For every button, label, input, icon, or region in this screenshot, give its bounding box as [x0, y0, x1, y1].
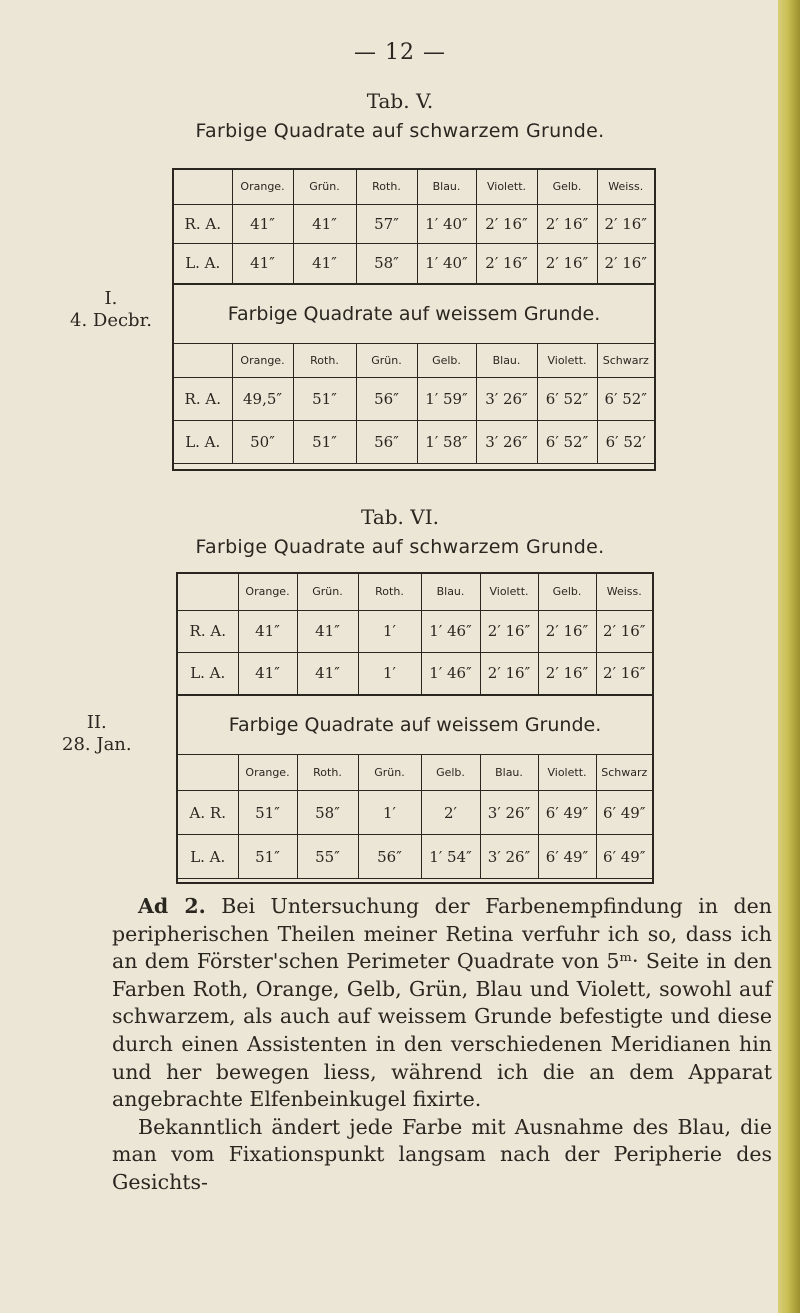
cell: 1′ 46″	[421, 652, 480, 694]
cell: 1′	[358, 791, 421, 835]
cell: 1′ 40″	[417, 204, 476, 243]
table-v-label: Tab. V.	[366, 89, 434, 113]
cell: 49,5″	[232, 378, 293, 421]
cell: 41″	[238, 610, 297, 652]
table-vi-side-number: II.	[86, 712, 107, 733]
cell: 41″	[232, 204, 293, 243]
table-vi-white	[178, 755, 652, 880]
cell: 58″	[297, 791, 358, 835]
cell: 51″	[238, 791, 297, 835]
table-v-white-title: Farbige Quadrate auf weissem Grunde.	[174, 284, 654, 344]
column-header: Violett.	[538, 755, 596, 791]
cell: 41″	[232, 243, 293, 283]
cell: 6′ 49″	[596, 835, 652, 879]
paragraph	[112, 1114, 772, 1197]
table-vi-white-title: Farbige Quadrate auf weissem Grunde.	[178, 695, 652, 755]
cell: 1′ 40″	[417, 243, 476, 283]
column-header: Gelb.	[417, 344, 476, 378]
table-vi-side-date: 28. Jan.	[62, 734, 132, 755]
cell: 41″	[238, 652, 297, 694]
column-header: Grün.	[297, 574, 358, 610]
cell: 1′	[358, 610, 421, 652]
column-header: Gelb.	[538, 574, 596, 610]
table-row	[178, 652, 652, 694]
table-vi-black	[178, 574, 652, 695]
cell: 2′ 16″	[597, 243, 654, 283]
column-header: Roth.	[297, 755, 358, 791]
column-header: Orange.	[232, 344, 293, 378]
row-label: L. A.	[178, 652, 238, 694]
column-header: Violett.	[476, 170, 537, 204]
table-row	[174, 243, 654, 283]
column-header: Blau.	[480, 755, 538, 791]
column-header: Gelb.	[537, 170, 597, 204]
corner-cell	[178, 755, 238, 791]
paragraph	[112, 893, 772, 1114]
table-row	[178, 835, 652, 879]
cell: 3′ 26″	[480, 791, 538, 835]
table-row	[178, 610, 652, 652]
cell: 56″	[356, 421, 417, 464]
cell: 2′ 16″	[537, 243, 597, 283]
column-header: Orange.	[238, 574, 297, 610]
table-row	[174, 421, 654, 464]
cell: 51″	[293, 378, 356, 421]
cell: 6′ 52″	[537, 421, 597, 464]
corner-cell	[174, 344, 232, 378]
cell: 51″	[238, 835, 297, 879]
cell: 6′ 52′	[597, 421, 654, 464]
column-header: Schwarz	[596, 755, 652, 791]
cell: 1′ 58″	[417, 421, 476, 464]
cell: 2′ 16″	[596, 652, 652, 694]
cell: 1′	[358, 652, 421, 694]
paragraph-lead: Ad 2.	[138, 894, 206, 918]
column-header: Weiss.	[597, 170, 654, 204]
cell: 6′ 49″	[538, 791, 596, 835]
table-v-side-date: 4. Decbr.	[70, 310, 152, 331]
cell: 55″	[297, 835, 358, 879]
column-header: Violett.	[480, 574, 538, 610]
cell: 3′ 26″	[476, 378, 537, 421]
row-label: R. A.	[174, 378, 232, 421]
table-vi-side-label	[62, 712, 132, 756]
cell: 56″	[358, 835, 421, 879]
cell: 2′ 16″	[596, 610, 652, 652]
cell: 51″	[293, 421, 356, 464]
cell: 50″	[232, 421, 293, 464]
column-header: Blau.	[421, 574, 480, 610]
page-edge	[778, 0, 800, 1313]
cell: 3′ 26″	[480, 835, 538, 879]
row-label: L. A.	[174, 243, 232, 283]
column-header: Roth.	[293, 344, 356, 378]
column-header: Orange.	[232, 170, 293, 204]
row-label: L. A.	[174, 421, 232, 464]
table-v-white-header	[174, 344, 654, 378]
row-label: L. A.	[178, 835, 238, 879]
cell: 2′ 16″	[597, 204, 654, 243]
cell: 2′ 16″	[480, 652, 538, 694]
row-label: R. A.	[174, 204, 232, 243]
corner-cell	[178, 574, 238, 610]
column-header: Blau.	[476, 344, 537, 378]
paragraph-text: Bei Untersuchung der Farbenempfindung in den peripherischen Theilen meiner Retina verfuhr ich so, dass ich an dem Förster'schen Perimeter Quadrate von 5ᵐ· Seite in den Farben Roth, Orange, Gelb, Grün, Blau und Violett, sowohl auf schwarzem, als auch auf weissem Grunde befestigte und diese durch einen Assistenten in den verschiedenen Meridianen hin und her bewegen liess, während ich die an dem Apparat angebrachte Elfenbeinkugel fixirte.	[112, 894, 772, 1112]
cell: 1′ 54″	[421, 835, 480, 879]
column-header: Blau.	[417, 170, 476, 204]
page-number: — 12 —	[354, 40, 446, 65]
cell: 41″	[297, 652, 358, 694]
cell: 2′ 16″	[480, 610, 538, 652]
table-v	[172, 168, 656, 471]
column-header: Weiss.	[596, 574, 652, 610]
cell: 6′ 52″	[537, 378, 597, 421]
corner-cell	[174, 170, 232, 204]
cell: 2′ 16″	[476, 243, 537, 283]
table-vi-title: Farbige Quadrate auf schwarzem Grunde.	[195, 536, 605, 558]
column-header: Gelb.	[421, 755, 480, 791]
cell: 2′	[421, 791, 480, 835]
column-header: Orange.	[238, 755, 297, 791]
table-v-title: Farbige Quadrate auf schwarzem Grunde.	[195, 120, 605, 142]
table-v-black	[174, 170, 654, 284]
cell: 41″	[297, 610, 358, 652]
column-header: Violett.	[537, 344, 597, 378]
cell: 1′ 46″	[421, 610, 480, 652]
cell: 57″	[356, 204, 417, 243]
cell: 6′ 49″	[538, 835, 596, 879]
table-vi-black-header	[178, 574, 652, 610]
cell: 6′ 52″	[597, 378, 654, 421]
table-row	[174, 204, 654, 243]
column-header: Schwarz	[597, 344, 654, 378]
table-vi-label: Tab. VI.	[361, 505, 439, 529]
table-v-black-header	[174, 170, 654, 204]
cell: 6′ 49″	[596, 791, 652, 835]
cell: 58″	[356, 243, 417, 283]
column-header: Roth.	[356, 170, 417, 204]
row-label: A. R.	[178, 791, 238, 835]
cell: 3′ 26″	[476, 421, 537, 464]
column-header: Grün.	[293, 170, 356, 204]
cell: 41″	[293, 243, 356, 283]
table-v-side-number: I.	[104, 288, 118, 309]
cell: 56″	[356, 378, 417, 421]
cell: 2′ 16″	[538, 610, 596, 652]
table-row	[174, 378, 654, 421]
column-header: Grün.	[356, 344, 417, 378]
cell: 1′ 59″	[417, 378, 476, 421]
table-vi	[176, 572, 654, 884]
table-v-side-label	[70, 288, 152, 332]
table-v-white	[174, 344, 654, 465]
row-label: R. A.	[178, 610, 238, 652]
column-header: Grün.	[358, 755, 421, 791]
table-row	[178, 791, 652, 835]
cell: 41″	[293, 204, 356, 243]
table-vi-white-header	[178, 755, 652, 791]
cell: 2′ 16″	[476, 204, 537, 243]
column-header: Roth.	[358, 574, 421, 610]
cell: 2′ 16″	[538, 652, 596, 694]
body-text	[112, 893, 772, 1197]
cell: 2′ 16″	[537, 204, 597, 243]
paragraph-text: Bekanntlich ändert jede Farbe mit Ausnahme des Blau, die man vom Fixationspunkt langsam nach der Peripherie des Gesichts-	[112, 1114, 772, 1194]
